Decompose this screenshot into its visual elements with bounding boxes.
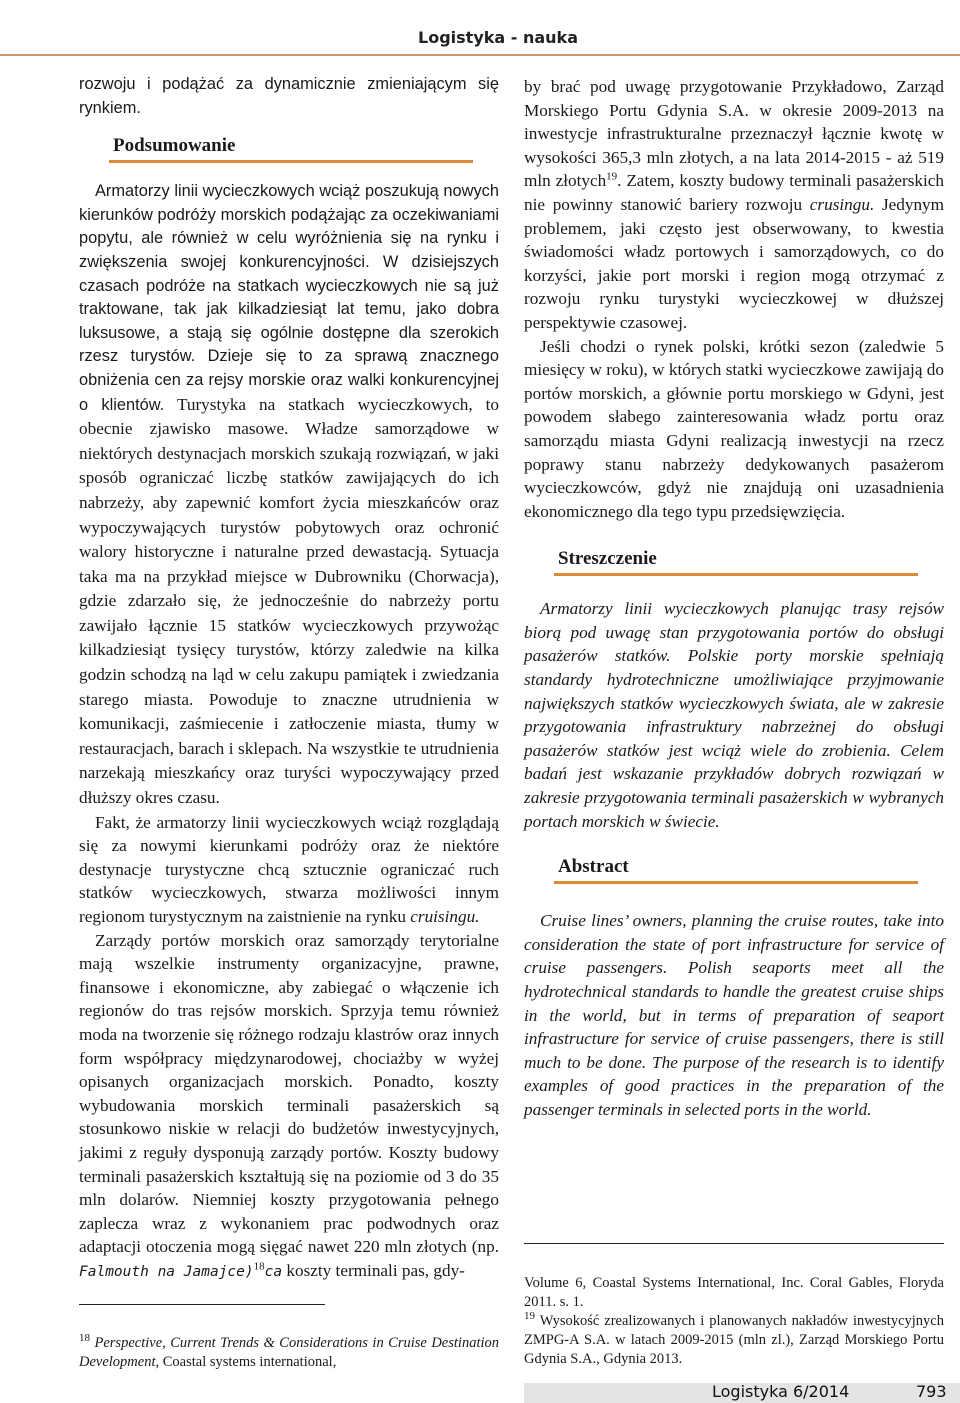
heading-abstract-wrap bbox=[524, 833, 944, 905]
right-paragraph-0c: Jedynym problemem, jaki często jest obserwowany, to kwestia świadomości władz portowych i samorządowych, co do korzyści, jakie port morski i region mogą otrzymać z rozwoju rynku turystyki wycieczkowej w dłuższej perspektywie czasowej. bbox=[524, 194, 945, 332]
left-paragraph-3-end: koszty terminali pas, gdy- bbox=[282, 1260, 465, 1280]
footnote-18-continued: Volume 6, Coastal Systems International, Inc. Coral Gables, Floryda 2011. s. 1. bbox=[524, 1275, 944, 1310]
right-paragraph-1: Jeśli chodzi o rynek polski, krótki sezon (zaledwie 5 miesięcy w roku), w których statki wycieczkowe zawijają do portów morskich, a głównie portu morskiego w Gdyni, jest powodem słabego zainteresowania władz portu oraz samorządu miasta Gdyni realizacją inwestycji na rzecz poprawy stanu nabrzeży dedykowanych pasażerom wycieczkowców, gdyż nie znajdują oni uzasadnienia ekonomicznego dla tego typu przedsięwzięcia. bbox=[524, 336, 944, 521]
abstract-text: Cruise lines’ owners, planning the cruise routes, take into consideration the state of port infrastructure for service of cruise passengers. Polish seaports meet all the hydrotechnical standards to handle the greatest cruise ships in the world, but in terms of preparation of seaport infrastructure for service of cruise passengers, there is still much to be done. The purpose of the research is to identify examples of good practices in the preparation of the passenger terminals in selected ports in the world. bbox=[524, 911, 944, 1119]
heading-streszczenie-wrap bbox=[524, 523, 944, 589]
footnote-18 bbox=[79, 1334, 499, 1372]
left-paragraph-1 bbox=[79, 180, 499, 810]
left-paragraph-3 bbox=[79, 929, 499, 1285]
streszczenie-text: Armatorzy linii wycieczkowych planując trasy rejsów biorą pod uwagę stan przygotowania portów do obsługi pasażerów statków. Polskie porty morskie spełniają standardy hydrotechniczne umożliwiające przyjmowanie największych statków wycieczkowych świata, ale w zakresie przygotowania infrastruktury nabrzeżnej do obsługi pasażerów statków jest wciąż wiele do zrobienia. Celem badań jest wskazanie przykładów dobrych rozwiązań w zakresie przygotowania terminali pasażerskich w wybranych portach morskich w świecie. bbox=[524, 599, 944, 831]
left-paragraph-0: rozwoju i podążać za dynamicznie zmieniającym się rynkiem. bbox=[79, 75, 499, 117]
footnotes-right bbox=[524, 1274, 944, 1369]
header-rule bbox=[0, 54, 960, 56]
page-footer bbox=[0, 1372, 960, 1402]
footnote-19-text: Wysokość zrealizowanych i planowanych nakładów inwestycyjnych ZMPG-A S.A. w latach 2009-2015 (mln zl.), Zarząd Morskiego Portu Gdynia S.A., Gdynia 2013. bbox=[524, 1313, 944, 1367]
left-column bbox=[79, 73, 499, 1285]
right-column bbox=[524, 75, 944, 1122]
journal-issue: Logistyka 6/2014 bbox=[712, 1382, 850, 1401]
footnote-rule-right bbox=[524, 1243, 944, 1244]
right-paragraph-0-text: by brać pod uwagę przygotowanie Przykładowo, Zarząd Morskiego Portu Gdynia S.A. w okresie 2009-2013 na inwestycje infrastrukturalne przeznaczył łącznie kwotę w wysokości 365,3 mln złotych, a na lata 2014-2015 - aż 519 mln złotych bbox=[524, 77, 944, 191]
footnote-18-number: 18 bbox=[79, 1332, 90, 1345]
footnote-ref-18: 18 bbox=[253, 1260, 265, 1273]
footnote-19 bbox=[524, 1312, 944, 1369]
footnote-18-rest: , Coastal systems international, bbox=[155, 1354, 337, 1370]
footnote-18-title: Perspective, Current Trends & Considerations in Cruise Destination Development bbox=[79, 1335, 500, 1370]
right-paragraph-0 bbox=[524, 75, 944, 335]
running-head: Logistyka - nauka bbox=[418, 28, 578, 47]
page-number: 793 bbox=[916, 1382, 947, 1401]
right-paragraph-0-italic: crusingu. bbox=[809, 194, 875, 214]
heading-podsumowanie: Podsumowanie bbox=[109, 134, 473, 163]
footnote-rule-left bbox=[79, 1304, 325, 1305]
left-paragraph-3-mono2: ca bbox=[264, 1263, 283, 1280]
left-paragraph-1b: Turystyka na statkach wycieczkowych, to obecnie zjawisko masowe. Władze samorządowe w niektórych destynacjach morskich szukają rozwiązań, w jaki sposób ograniczać liczbę statków zawijających do ich nabrzeży, aby zapewnić komfort życia mieszkańców oraz wypoczywających turystów pobytowych oraz ochronić walory historyczne i naturalne przed dewastacją. Sytuacja taka ma na przykład miejsce w Dubrowniku (Chorwacja), gdzie zdarzało się, że jednocześnie do nabrzeży portu zawijało łącznie 15 statków wycieczkowych przywożąc kilkadziesiąt tysięcy turystów, którzy zaledwie na kilka godzin schodzą na ląd w celu zakupu pamiątek i zwiedzania starego miasta. Powoduje to znaczne utrudnienia w komunikacji, zaśmiecenie i zatłoczenie miasta, tłumy w restauracjach, barach i sklepach. Na wszystkie te utrudnienia narzekają mieszkańcy oraz turyści wypoczywający przed dłuższy okres czasu. bbox=[79, 394, 499, 808]
right-paragraph-0b: . Zatem, koszty budowy terminali pasażerskich nie powinny stanowić bariery rozwoju bbox=[524, 171, 944, 214]
page-header bbox=[0, 0, 960, 58]
heading-abstract: Abstract bbox=[554, 855, 918, 884]
left-paragraph-3-mono: Falmouth na Jamajce) bbox=[79, 1263, 254, 1280]
heading-streszczenie: Streszczenie bbox=[554, 547, 918, 576]
footnote-ref-19: 19 bbox=[606, 170, 618, 183]
left-paragraph-1a: Armatorzy linii wycieczkowych wciąż poszukują nowych kierunków podróży morskich podążając za oczekiwaniami popytu, ale również w celu wyróżnienia się na rynku i zwiększenia swojej konkurencyjności. W dzisiejszych czasach podróże na statkach wycieczkowych nie są już traktowane, tak jak kilkadziesiąt lat temu, jako dobra luksusowe, a stają się ogólnie dostępne dla szerokich rzesz turystów. Dzieje się to za sprawą znacznego obniżenia cen za rejsy morskie oraz walki konkurencyjnej o klientów. bbox=[79, 182, 499, 414]
left-paragraph-2 bbox=[79, 811, 499, 929]
left-paragraph-2-text: Fakt, że armatorzy linii wycieczkowych wciąż rozglądają się za nowymi kierunkami podróży oraz że niektóre destynacje turystyczne chcą sztucznie ograniczać ruch statków wycieczkowych, stwarza możliwości innym regionom turystycznym na zaistnienie na rynku bbox=[79, 812, 499, 926]
left-paragraph-3-text: Zarządy portów morskich oraz samorządy terytorialne mają wszelkie instrumenty organizacyjne, prawne, finansowe i ekonomiczne, aby zabiegać o włączenie ich regionów do tras rejsów morskich. Sprzyja temu również moda na tworzenie się różnego rodzaju klastrów oraz innych form współpracy międzynarodowej, chociażby w wyżej opisanych organizacjach morskich. Ponadto, koszty wybudowania morskich terminali pasażerskich są stosunkowo niskie w relacji do budżetów inwestycyjnych, jakimi z reguły dysponują zarządy portów. Koszty budowy terminali pasażerskich kształtują się na poziomie od 3 do 35 mln dolarów. Niemniej koszty przygotowania pełnego zaplecza wraz z wykonaniem prac podwodnych oraz adaptacji otoczenia mogą sięgać nawet 220 mln złotych (np. bbox=[79, 930, 499, 1257]
footnote-19-number: 19 bbox=[524, 1310, 535, 1323]
heading-podsumowanie-wrap bbox=[79, 120, 499, 180]
left-paragraph-2-italic: cruisingu. bbox=[410, 907, 480, 926]
